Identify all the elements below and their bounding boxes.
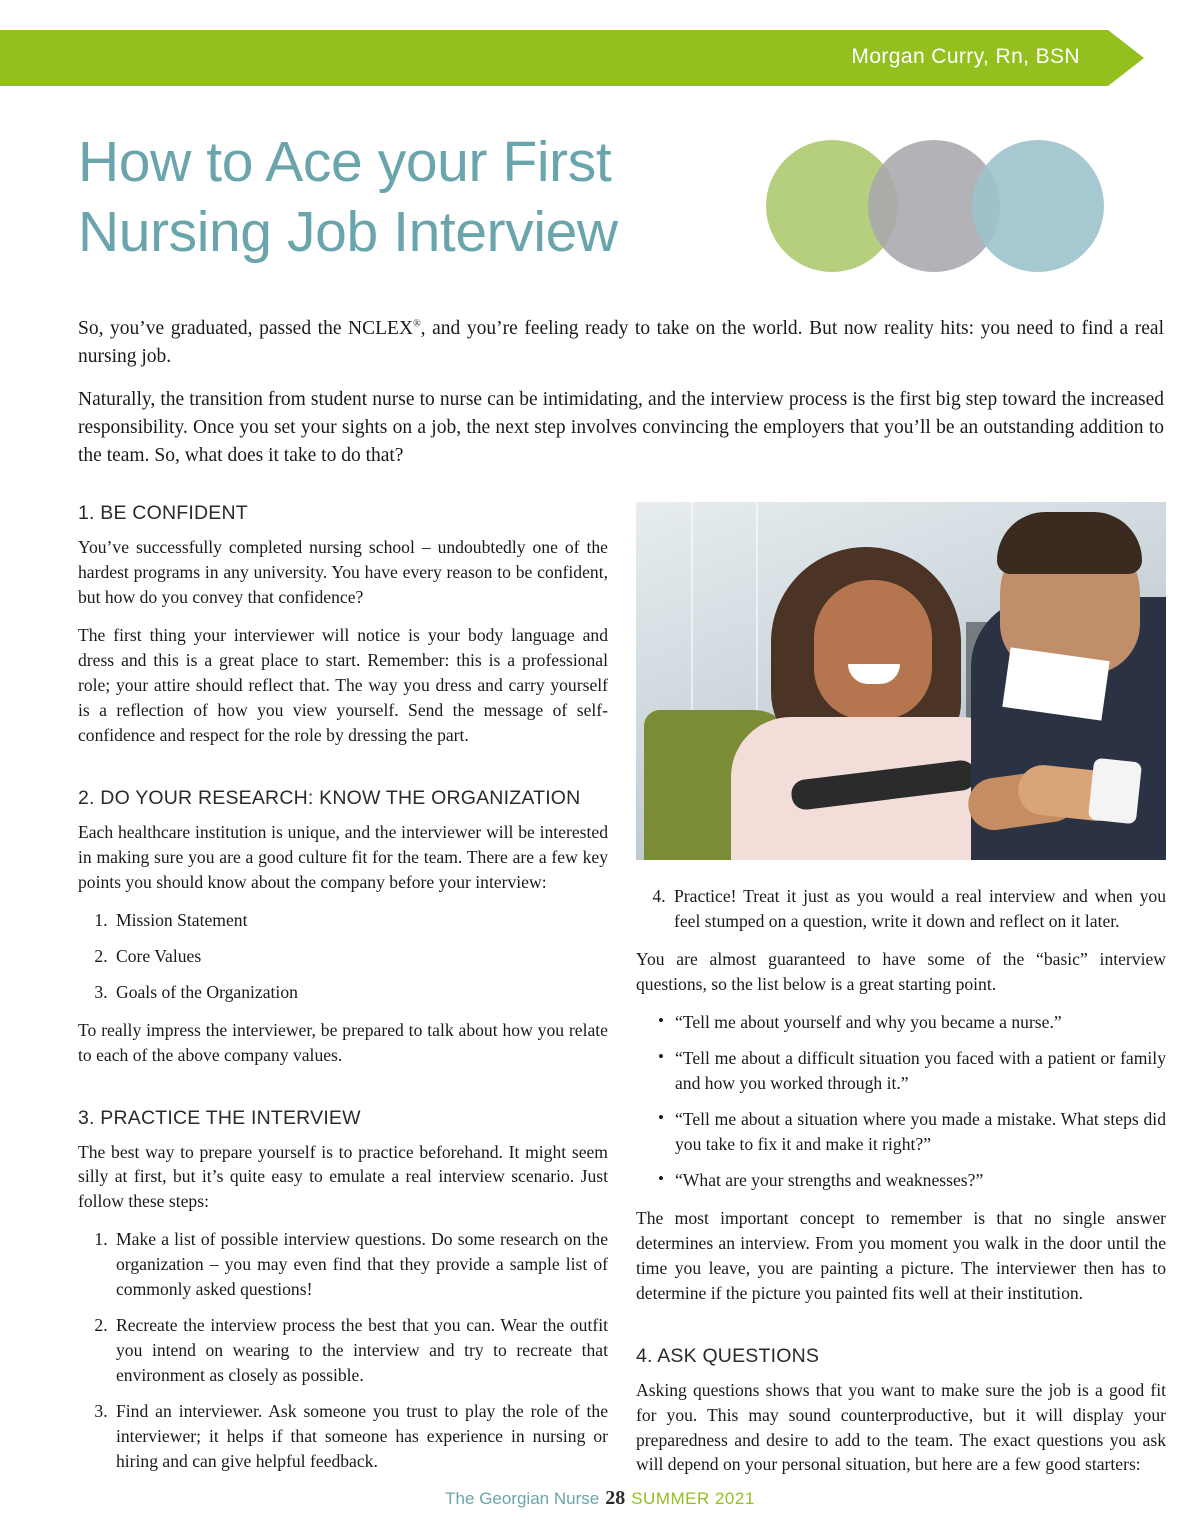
- section1-paragraph-1: You’ve successfully completed nursing school – undoubtedly one of the hardest programs in any university. You have every reason to be confident, but how do you convey that confidence?: [78, 537, 608, 607]
- important-concept-paragraph: The most important concept to remember is that no single answer determines an interview. From you moment you walk in the door until the time you leave, you are painting a picture. The interviewer then has to determine if the picture you painted fits well at their institution.: [636, 1207, 1166, 1303]
- photo-woman-face: [814, 580, 932, 720]
- header-banner: [0, 30, 1142, 86]
- decorative-circles: [766, 140, 1116, 275]
- list-item: 1. Make a list of possible interview questions. Do some research on the organization – you may even find that they provide a sample list of commonly asked questions!: [112, 1227, 608, 1302]
- intro-section: [78, 315, 1164, 470]
- list-item: 3. Find an interviewer. Ask someone you trust to play the role of the interviewer; it helps if that someone has experience in nursing or hiring and can give helpful feedback.: [112, 1399, 608, 1474]
- list-item: • “Tell me about a situation where you made a mistake. What steps did you take to fix it and make it right?”: [658, 1107, 1166, 1157]
- list-item: 4. Practice! Treat it just as you would a real interview and when you feel stumped on a question, write it down and reflect on it later.: [670, 884, 1166, 934]
- article-title-line1: How to Ace your First: [78, 130, 612, 194]
- right-column: [636, 880, 1166, 1490]
- article-title-line2: Nursing Job Interview: [78, 199, 618, 264]
- intro-paragraph-1: [78, 315, 1164, 371]
- section-spacer: [78, 1081, 608, 1107]
- circle-teal-icon: [972, 140, 1104, 272]
- practice-steps-list: [78, 1227, 608, 1474]
- list-item: 2. Recreate the interview process the best that you can. Wear the outfit you intend on wearing to the interview and try to recreate that environment as closely as possible.: [112, 1313, 608, 1388]
- photo-man-hair: [997, 512, 1142, 574]
- article-title: [78, 128, 738, 267]
- photo-shirt-cuff: [1088, 758, 1142, 825]
- intro-paragraph-2: Naturally, the transition from student nurse to nurse can be intimidating, and the interview process is the first big step toward the increased responsibility. Once you set your sights on a job, the next step involves convincing the employers that you’ll be an outstanding addition to the team. So, what does it take to do that?: [78, 389, 1164, 467]
- list-item: • “Tell me about a difficult situation you faced with a patient or family and how you worked through it.”: [658, 1046, 1166, 1096]
- intro-p1-before: So, you’ve graduated, passed the NCLEX: [78, 318, 414, 339]
- left-column: [78, 502, 608, 1487]
- list-item: • “What are your strengths and weaknesses?”: [658, 1168, 1166, 1193]
- list-item: 1. Mission Statement: [112, 908, 608, 933]
- page-number: 28: [605, 1487, 626, 1509]
- magazine-name: The Georgian Nurse: [445, 1489, 600, 1508]
- intro-p1-after: , and you’re feeling ready to take on the world. But now reality hits: you need to find a real nursing job.: [78, 318, 1164, 368]
- section-heading-practice-the-interview: 3. PRACTICE THE INTERVIEW: [78, 1106, 361, 1129]
- basic-questions-intro: You are almost guaranteed to have some of the “basic” interview questions, so the list below is a great starting point.: [636, 948, 1166, 994]
- practice-steps-list-continued: [636, 884, 1166, 934]
- section-heading-do-your-research: 2. DO YOUR RESEARCH: KNOW THE ORGANIZATION: [78, 786, 581, 809]
- section-spacer: [636, 1319, 1166, 1345]
- list-item: 2. Core Values: [112, 944, 608, 969]
- page-title: [78, 128, 738, 267]
- author-byline: Morgan Curry, Rn, BSN: [851, 45, 1080, 68]
- interview-handshake-photo: [636, 502, 1166, 860]
- section-heading-ask-questions: 4. ASK QUESTIONS: [636, 1344, 820, 1367]
- section2-paragraph-2: To really impress the interviewer, be prepared to talk about how you relate to each of the above company values.: [78, 1019, 608, 1065]
- list-item: 3. Goals of the Organization: [112, 980, 608, 1005]
- header-banner-arrow: [1108, 30, 1144, 86]
- section1-paragraph-2: The first thing your interviewer will notice is your body language and dress and this is a great place to start. Remember: this is a professional role; your attire should reflect that. The way you dress and carry yourself is a reflection of how you view yourself. Send the message of self-confidence and respect for the role by dressing the part.: [78, 624, 608, 745]
- research-key-points-list: [78, 908, 608, 1005]
- issue-label: SUMMER 2021: [631, 1489, 755, 1508]
- section4-paragraph-1: Asking questions shows that you want to make sure the job is a good fit for you. This may sound counterproductive, but it will display your preparedness and desire to add to the team. The exact questions you ask will depend on your personal situation, but here are a few good starters:: [636, 1379, 1166, 1475]
- list-item: • “Tell me about yourself and why you became a nurse.”: [658, 1010, 1166, 1035]
- section-spacer: [78, 761, 608, 787]
- page-footer: [0, 1487, 1200, 1510]
- sample-questions-list: [636, 1010, 1166, 1193]
- section-heading-be-confident: 1. BE CONFIDENT: [78, 502, 248, 524]
- section2-paragraph-1: Each healthcare institution is unique, and the interviewer will be interested in making sure you are a good culture fit for the team. There are a few key points you should know about the company before your interview:: [78, 821, 608, 892]
- section3-paragraph-1: The best way to prepare yourself is to practice beforehand. It might seem silly at first, but it’s quite easy to emulate a real interview scenario. Just follow these steps:: [78, 1141, 608, 1212]
- registered-mark: ®: [413, 318, 421, 330]
